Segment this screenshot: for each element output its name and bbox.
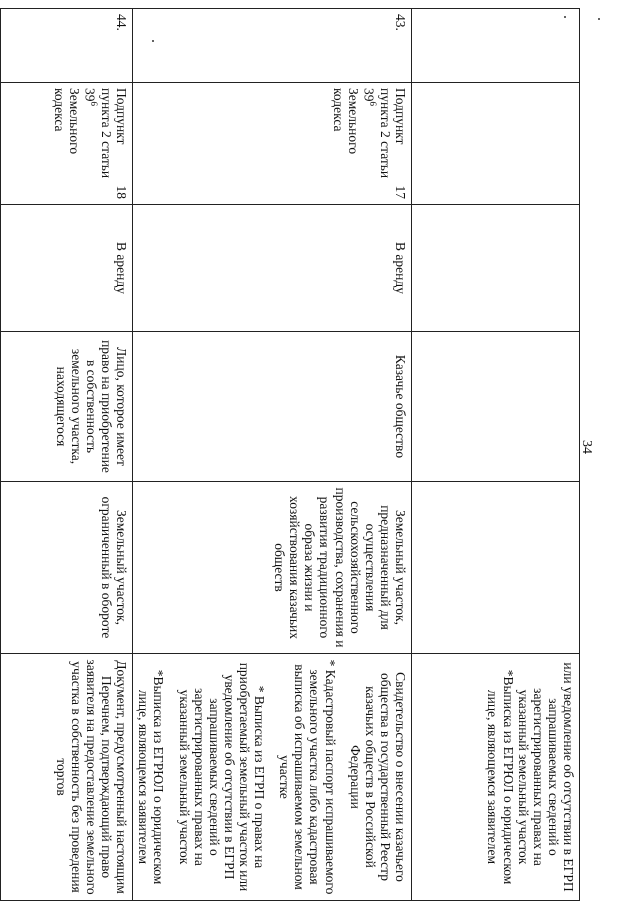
grant-type-cell [133,205,412,332]
land-plot: Земельный участок, ограниченный в обороте [99,496,130,639]
scan-speck [598,18,600,20]
document-item: *Выписка из ЕГРЮЛ о юридическом лице, являющемся заявителем [136,669,167,885]
basis-code: Земельного кодекса [331,88,362,155]
table-row [133,9,412,901]
land-plot: Земельный участок, предназначенный для осуществления сельскохозяйственного производства, сохранения и развития традиционного образа жизни и хозяйствования казачьих обществ [272,487,408,648]
land-plot-requirements-table [0,8,580,901]
land-plot-cell [412,482,580,654]
row-number: 44. [114,14,130,31]
land-plot-cell [133,482,412,654]
grant-type-cell [412,205,580,332]
row-number-cell [1,9,133,83]
documents-cell [412,654,580,901]
document-item: Документ, предусмотренный настоящим Перечнем, подтверждающий право заявителя на предоставление земельного участка в собственность без проведения торгов [53,659,130,895]
applicant-cell [412,332,580,482]
applicant: Казачье общество [393,354,408,459]
documents-cell [1,654,133,901]
basis-article: пункта 2 статьи 39 [82,88,115,179]
basis-subclause: Подпункт [114,88,130,145]
basis-subclause: Подпункт [393,88,408,145]
applicant-cell [133,332,412,482]
document-item: или уведомление об отсутствии в ЕГРП запрашиваемых сведений о зарегистрированных правах на указанный земельный участок [515,662,576,892]
row-number: 43. [393,14,408,31]
basis-code: Земельного кодекса [52,88,83,155]
basis-article: пункта 2 статьи 39 [361,88,393,179]
table-row [412,9,580,901]
legal-basis-cell [412,83,580,205]
applicant-cell [1,332,133,482]
basis-article-superscript: 6 [367,101,378,106]
applicant: Лицо, которое имеет право на приобретение в собственность земельного участка, находящегося [53,340,130,473]
grant-type-cell [1,205,133,332]
documents-cell [133,654,412,901]
basis-article-superscript: 6 [89,101,100,106]
page-number: 34 [579,440,594,454]
document-item: *Выписка из ЕГРЮЛ о юридическом лице, являющемся заявителем [485,669,516,885]
table-row [1,9,133,901]
grant-type: В аренду [114,242,130,294]
document-item: Свидетельство о внесении казачьего общества в государственный Реестр казачьих обществ в Российской Федерации [347,672,408,882]
legal-basis-cell [1,83,133,205]
legal-basis-cell [133,83,412,205]
row-number-cell [412,9,580,83]
land-plot-cell [1,482,133,654]
grant-type: В аренду [393,242,408,294]
scan-speck [564,16,566,18]
document-item: * Выписка из ЕГРП о правах на приобретаемый земельный участок или уведомление об отсутствии в ЕГРП запрашиваемых сведений о зарегистрированных правах на указанный земельный участок [176,662,268,892]
basis-subclause-number: 18 [114,185,130,199]
document-item: * Кадастровый паспорт испрашиваемого земельного участка либо кадастровая выписка об испрашиваемом земельном участке [277,659,338,895]
row-number-cell [133,9,412,83]
basis-subclause-number: 17 [393,185,408,199]
